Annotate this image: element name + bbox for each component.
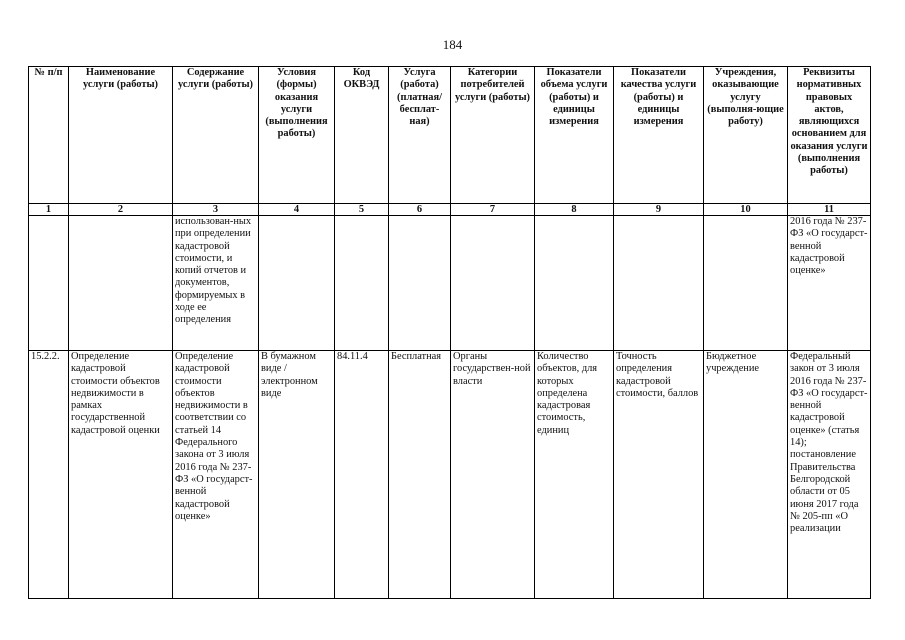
header-cell: Наименование услуги (работы): [69, 67, 173, 204]
services-table: [28, 66, 871, 599]
column-number: 8: [535, 204, 614, 216]
column-number: 2: [69, 204, 173, 216]
empty-cell: [389, 216, 451, 351]
column-number: 9: [614, 204, 704, 216]
column-number: 10: [704, 204, 788, 216]
quality-indicator-cell: Точность определения кадастровой стоимости, баллов: [614, 351, 704, 599]
service-content-cell: Определение кадастровой стоимости объектов недвижимости в соответствии со статьей 14 Федерального закона от 3 июля 2016 года № 237-ФЗ «О государст-венной кадастровой оценке»: [173, 351, 259, 599]
column-number: 4: [259, 204, 335, 216]
institution-cell: Бюджетное учреждение: [704, 351, 788, 599]
empty-cell: [451, 216, 535, 351]
continuation-content-cell: использован-ных при определении кадастровой стоимости, и копий отчетов и документов, формируемых в ходе ее определения: [173, 216, 259, 351]
header-cell: Услуга (работа) (платная/ бесплат-ная): [389, 67, 451, 204]
column-number-row: [29, 204, 871, 216]
continuation-legal-cell: 2016 года № 237-ФЗ «О государст-венной кадастровой оценке»: [788, 216, 871, 351]
legal-basis-cell: Федеральный закон от 3 июля 2016 года № 237-ФЗ «О государст-венной кадастровой оценке» (статья 14); постановление Правительства Белгородской области от 05 июня 2017 года № 205-пп «О реализации: [788, 351, 871, 599]
empty-cell: [535, 216, 614, 351]
header-cell: № п/п: [29, 67, 69, 204]
header-cell: Показатели качества услуги (работы) и единицы измерения: [614, 67, 704, 204]
empty-cell: [259, 216, 335, 351]
column-number: 3: [173, 204, 259, 216]
empty-cell: [335, 216, 389, 351]
okved-code-cell: 84.11.4: [335, 351, 389, 599]
column-number: 6: [389, 204, 451, 216]
column-number: 11: [788, 204, 871, 216]
header-cell: Показатели объема услуги (работы) и единицы измерения: [535, 67, 614, 204]
column-number: 5: [335, 204, 389, 216]
volume-indicator-cell: Количество объектов, для которых определена кадастровая стоимость, единиц: [535, 351, 614, 599]
header-cell: Категории потребителей услуги (работы): [451, 67, 535, 204]
service-conditions-cell: В бумажном виде / электронном виде: [259, 351, 335, 599]
table-row: [29, 351, 871, 599]
empty-cell: [69, 216, 173, 351]
empty-cell: [29, 216, 69, 351]
header-cell: Учреждения, оказывающие услугу (выполня-ющие работу): [704, 67, 788, 204]
header-cell: Код ОКВЭД: [335, 67, 389, 204]
column-number: 1: [29, 204, 69, 216]
consumers-cell: Органы государствен-ной власти: [451, 351, 535, 599]
empty-cell: [614, 216, 704, 351]
header-cell: Условия (формы) оказания услуги (выполнения работы): [259, 67, 335, 204]
header-cell: Реквизиты нормативных правовых актов, являющихся основанием для оказания услуги (выполнения работы): [788, 67, 871, 204]
table-header-row: [29, 67, 871, 204]
service-number-cell: 15.2.2.: [29, 351, 69, 599]
table-row: [29, 216, 871, 351]
service-name-cell: Определение кадастровой стоимости объектов недвижимости в рамках государственной кадастровой оценки: [69, 351, 173, 599]
paid-status-cell: Бесплатная: [389, 351, 451, 599]
header-cell: Содержание услуги (работы): [173, 67, 259, 204]
page-number: 184: [442, 37, 463, 52]
empty-cell: [704, 216, 788, 351]
column-number: 7: [451, 204, 535, 216]
